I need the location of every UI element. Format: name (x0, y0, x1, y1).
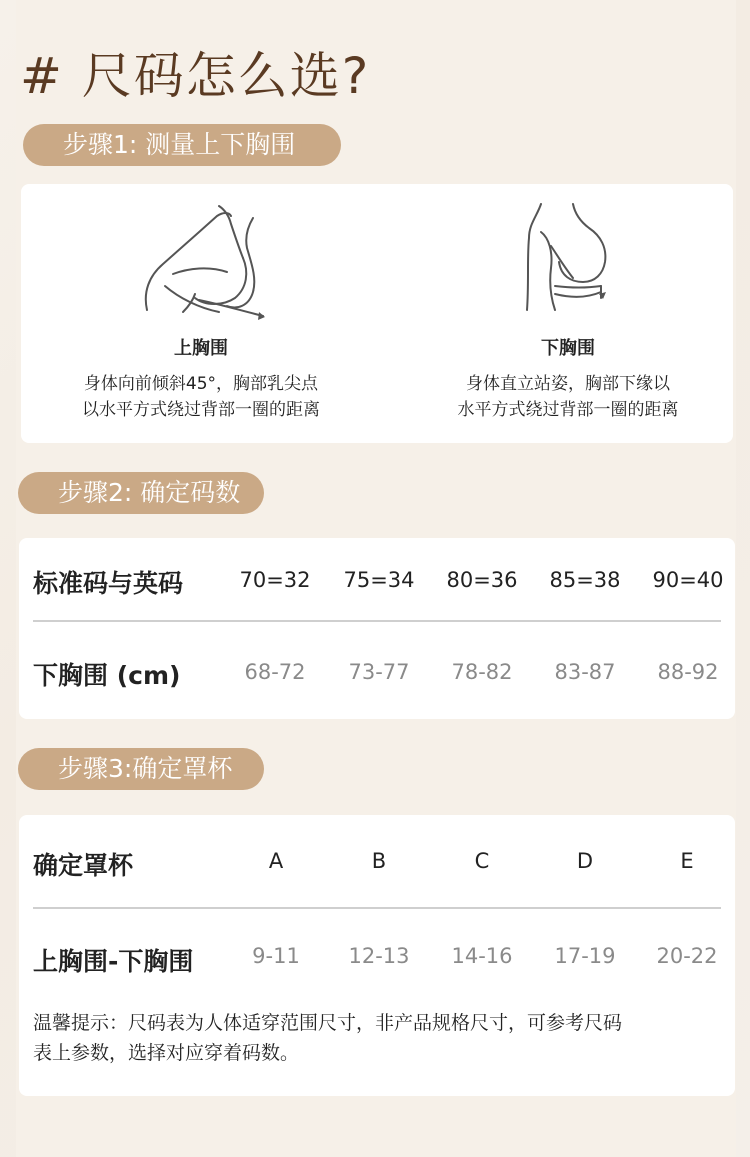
underbust-measure-icon (515, 202, 625, 314)
cup-cell: B (371, 849, 387, 873)
underbust-range-cell: 88-92 (657, 660, 719, 684)
table-divider (33, 620, 721, 622)
size-cell: 70=32 (239, 568, 311, 592)
bust-diff-cell: 14-16 (451, 944, 513, 968)
bust-diff-cell: 17-19 (554, 944, 616, 968)
bust-diff-cell: 9-11 (252, 944, 300, 968)
underbust-desc (403, 371, 733, 423)
row-header-underbust: 下胸围 (cm) (33, 661, 181, 690)
upper-chest-desc (36, 371, 366, 423)
size-table (19, 538, 735, 719)
underbust-title: 下胸围 (541, 338, 595, 359)
size-tip-line2: 表上参数，选择对应穿着码数。 (33, 1042, 300, 1064)
size-cell: 90=40 (652, 568, 724, 592)
upper-chest-desc-line1: 身体向前倾斜45°，胸部乳尖点 (83, 374, 319, 394)
cup-table (19, 815, 735, 1096)
underbust-desc-line2: 水平方式绕过背部一圈的距离 (457, 400, 679, 420)
cup-cell: A (268, 849, 284, 873)
size-cell: 80=36 (446, 568, 518, 592)
bust-diff-cell: 20-22 (656, 944, 718, 968)
row-header-bust-diff: 上胸围-下胸围 (33, 947, 194, 976)
cup-cell: C (474, 849, 490, 873)
underbust-range-cell: 83-87 (554, 660, 616, 684)
measure-card (21, 184, 733, 443)
size-cell: 75=34 (343, 568, 415, 592)
step2-pill: 步骤2: 确定码数 (18, 472, 264, 514)
underbust-range-cell: 73-77 (348, 660, 410, 684)
underbust-range-cell: 68-72 (244, 660, 306, 684)
page-title: # 尺码怎么选? (20, 47, 371, 105)
upper-chest-desc-line2: 以水平方式绕过背部一圈的距离 (82, 400, 320, 420)
cup-cell: D (576, 849, 594, 873)
upper-chest-title: 上胸围 (174, 338, 228, 359)
size-cell: 85=38 (549, 568, 621, 592)
underbust-range-cell: 78-82 (451, 660, 513, 684)
size-tip-line1: 温馨提示：尺码表为人体适穿范围尺寸，非产品规格尺寸，可参考尺码 (33, 1012, 623, 1034)
table-divider (33, 907, 721, 909)
cup-cell: E (680, 849, 694, 873)
row-header-cup: 确定罩杯 (33, 851, 134, 880)
bust-diff-cell: 12-13 (348, 944, 410, 968)
underbust-desc-line1: 身体直立站姿，胸部下缘以 (466, 374, 670, 394)
step1-pill: 步骤1: 测量上下胸围 (23, 124, 341, 166)
size-tip (33, 1008, 723, 1068)
upper-chest-measure-icon (139, 202, 289, 322)
row-header-standard-size: 标准码与英码 (33, 569, 184, 598)
step3-pill: 步骤3:确定罩杯 (18, 748, 264, 790)
